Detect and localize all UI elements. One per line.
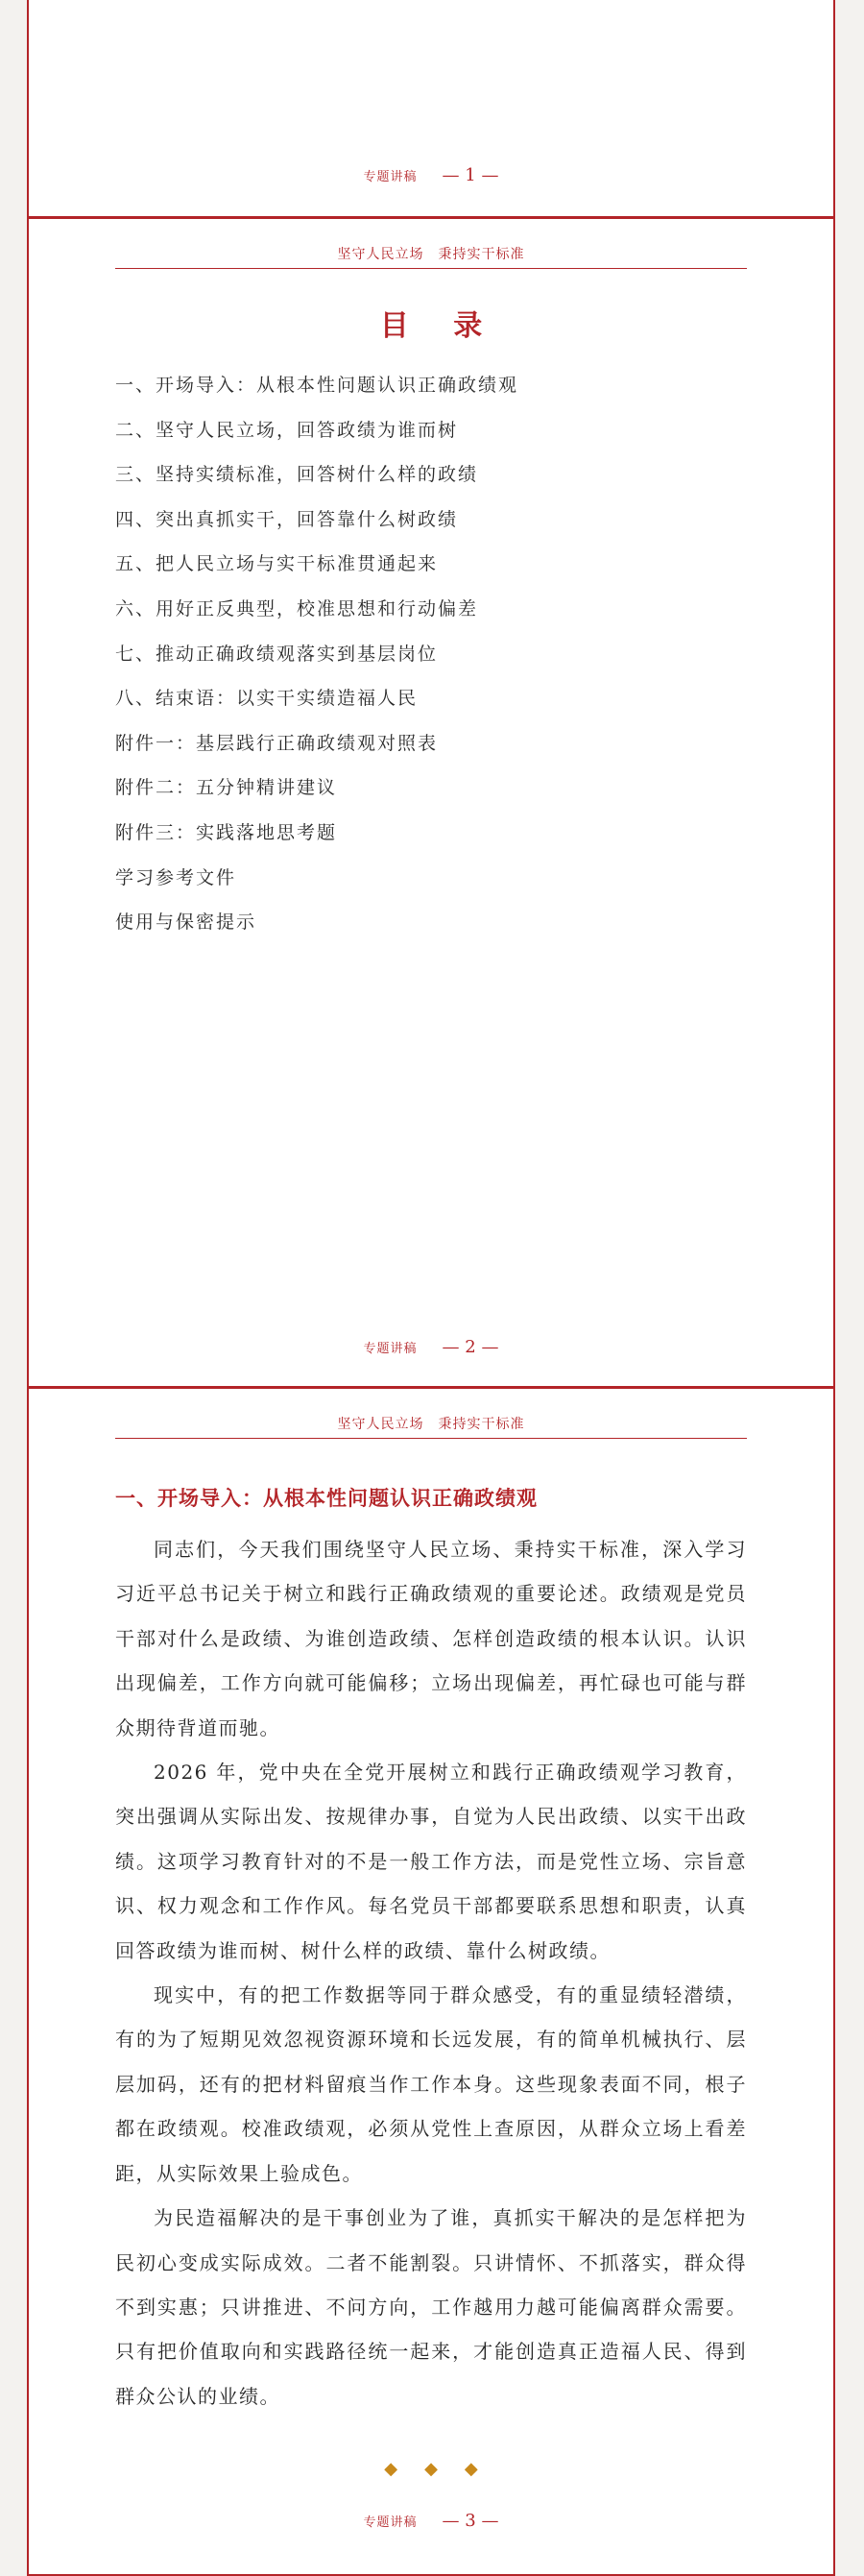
section-heading: 一、开场导入：从根本性问题认识正确政绩观 (115, 1487, 538, 1510)
toc-item[interactable]: 八、结束语：以实干实绩造福人民 (115, 688, 419, 710)
page-footer (29, 2511, 833, 2531)
toc-item[interactable]: 六、用好正反典型，校准思想和行动偏差 (115, 597, 479, 620)
toc-item[interactable]: 使用与保密提示 (115, 911, 257, 934)
page-2 (27, 219, 835, 1386)
running-header: 坚守人民立场 秉持实干标准 (337, 1417, 525, 1432)
page-1 (27, 0, 835, 218)
footer-label: 专题讲稿 (363, 170, 418, 184)
page-3 (27, 1389, 835, 2576)
toc-list (115, 363, 747, 945)
toc-item[interactable]: 二、坚守人民立场，回答政绩为谁而树 (115, 419, 459, 441)
paragraph: 2026 年，党中央在全党开展树立和践行正确政绩观学习教育，突出强调从实际出发、按规律办事，自觉为人民出政绩、以实干出政绩。这项学习教育针对的不是一般工作方法，而是党性立场、宗旨意识、权力观念和工作作风。每名党员干部都要联系思想和职责，认真回答政绩为谁而树、树什么样的政绩、靠什么树政绩。 (115, 1761, 747, 1962)
footer-label: 专题讲稿 (363, 2515, 418, 2530)
page-number: — 3 — (442, 2511, 499, 2531)
page-number: — 1 — (442, 165, 499, 185)
toc-item[interactable]: 三、坚持实绩标准，回答树什么样的政绩 (115, 464, 479, 486)
toc-title: 目 录 (379, 309, 500, 343)
footer-label: 专题讲稿 (363, 1342, 418, 1356)
page-footer (29, 1337, 833, 1357)
toc-item[interactable]: 四、突出真抓实干，回答靠什么树政绩 (115, 508, 459, 530)
toc-item[interactable]: 附件一：基层践行正确政绩观对照表 (115, 732, 439, 754)
toc-item[interactable]: 学习参考文件 (115, 866, 237, 888)
toc-item[interactable]: 一、开场导入：从根本性问题认识正确政绩观 (115, 375, 519, 396)
paragraph: 现实中，有的把工作数据等同于群众感受，有的重显绩轻潜绩，有的为了短期见效忽视资源环境和长远发展，有的简单机械执行、层层加码，还有的把材料留痕当作工作本身。这些现象表面不同，根子都在政绩观。校准政绩观，必须从党性上查原因，从群众立场上看差距，从实际效果上验成色。 (115, 1983, 747, 2185)
header-rule (115, 1438, 747, 1439)
toc-item[interactable]: 五、把人民立场与实干标准贯通起来 (115, 553, 439, 575)
header-rule (115, 268, 747, 269)
page-footer (29, 165, 833, 185)
section-body (115, 1527, 747, 2418)
running-header: 坚守人民立场 秉持实干标准 (337, 247, 525, 262)
paragraph: 为民造福解决的是干事创业为了谁，真抓实干解决的是怎样把为民初心变成实际成效。二者不能割裂。只讲情怀、不抓落实，群众得不到实惠；只讲推进、不问方向，工作越用力越可能偏离群众需要。只有把价值取向和实践路径统一起来，才能创造真正造福人民、得到群众公认的业绩。 (115, 2206, 747, 2408)
paragraph: 同志们，今天我们围绕坚守人民立场、秉持实干标准，深入学习习近平总书记关于树立和践行正确政绩观的重要论述。政绩观是党员干部对什么是政绩、为谁创造政绩、怎样创造政绩的根本认识。认识出现偏差，工作方向就可能偏移；立场出现偏差，再忙碌也可能与群众期待背道而驰。 (115, 1538, 747, 1739)
toc-item[interactable]: 七、推动正确政绩观落实到基层岗位 (115, 643, 439, 665)
toc-item[interactable]: 附件三：实践落地思考题 (115, 821, 338, 843)
toc-item[interactable]: 附件二：五分钟精讲建议 (115, 777, 338, 799)
page-number: — 2 — (442, 1337, 499, 1357)
ornament-diamonds: ◆◆◆ (384, 2459, 505, 2479)
